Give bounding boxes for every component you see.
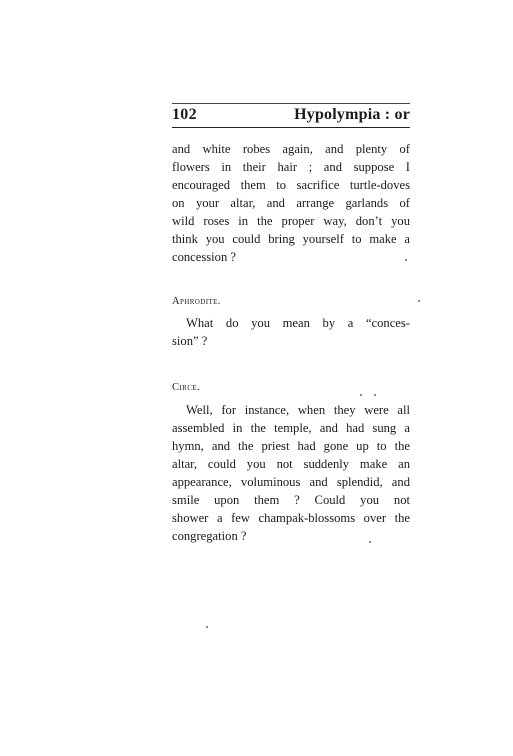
running-head [172,106,410,128]
text-line: think you could bring yourself to make a [172,232,410,246]
text-line: flowers in their hair ; and suppose I [172,160,410,174]
text-line: and white robes again, and plenty of [172,142,410,156]
text-line: wild roses in the proper way, don’t you [172,214,410,228]
scan-speck [374,394,376,396]
text-line: smile upon them ? Could you not [172,493,410,507]
running-title: Hypolympia : or [294,106,410,123]
scan-speck [360,394,362,396]
speaker-label-aphrodite: Aphrodite. [172,296,221,307]
scan-speck [405,259,407,261]
text-line: on your altar, and arrange garlands of [172,196,410,210]
text-line: concession ? [172,250,236,264]
scan-speck [418,300,420,302]
text-line: appearance, voluminous and splendid, and [172,475,410,489]
text-line: assembled in the temple, and had sung a [172,421,410,435]
text-line: congregation ? [172,529,247,543]
text-line: Well, for instance, when they were all [186,403,410,417]
speaker-label-circe: Circe. [172,382,200,393]
page-number: 102 [172,106,197,123]
text-line: encouraged them to sacrifice turtle-doves [172,178,410,192]
text-line: altar, could you not suddenly make an [172,457,410,471]
text-line: shower a few champak-blossoms over the [172,511,410,525]
text-line: sion” ? [172,334,208,348]
text-line: What do you mean by a “conces- [186,316,410,330]
header-top-rule [172,103,410,104]
scan-speck [369,541,371,543]
text-line: hymn, and the priest had gone up to the [172,439,410,453]
scan-speck [206,626,208,628]
